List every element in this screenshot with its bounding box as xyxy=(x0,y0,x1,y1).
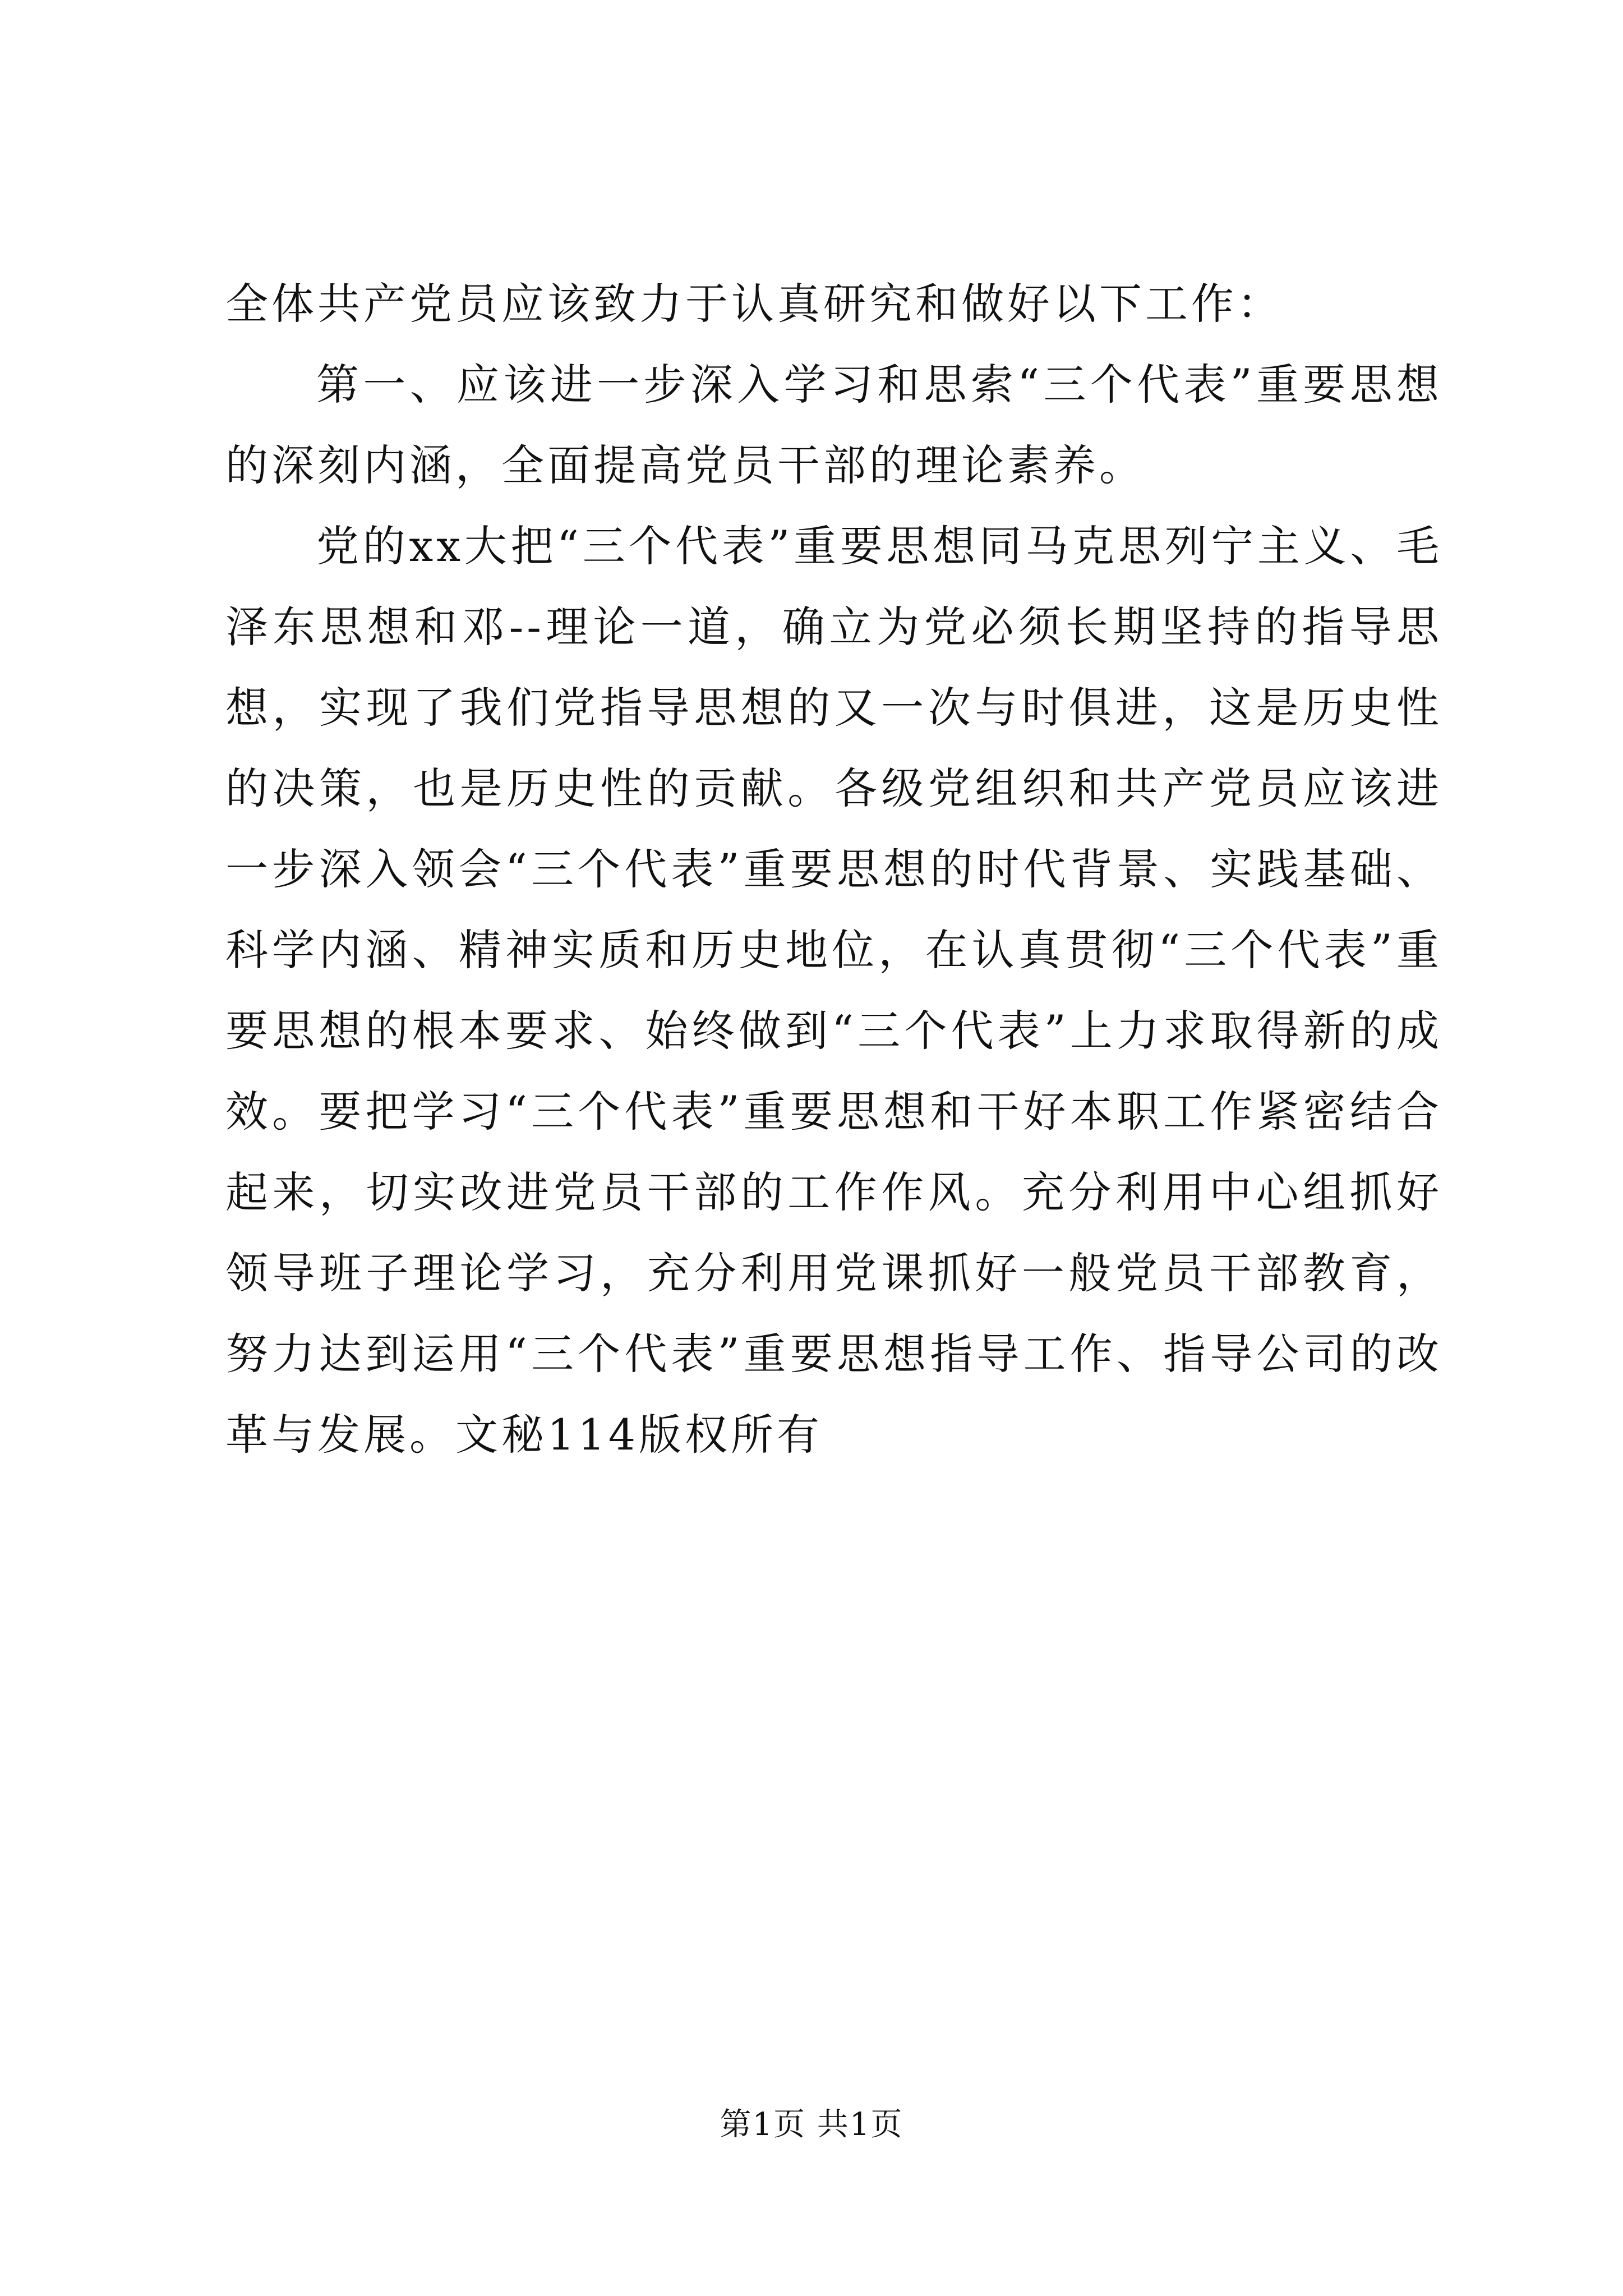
paragraph-point-one: 第一、应该进一步深入学习和思索“三个代表”重要思想的深刻内涵，全面提高党员干部的理论素养。 xyxy=(225,360,1442,490)
paragraph-intro: 全体共产党员应该致力于认真研究和做好以下工作： xyxy=(225,279,1283,329)
page-footer: 第1页 共1页 xyxy=(720,2106,903,2143)
document-body xyxy=(225,264,1442,1475)
paragraph-main: 党的xx大把“三个代表”重要思想同马克思列宁主义、毛泽东思想和邓--理论一道，确立为党必须长期坚持的指导思想，实现了我们党指导思想的又一次与时俱进，这是历史性的决策，也是历史性的贡献。各级党组织和共产党员应该进一步深入领会“三个代表”重要思想的时代背景、实践基础、科学内涵、精神实质和历史地位，在认真贯彻“三个代表”重要思想的根本要求、始终做到“三个代表”上力求取得新的成效。要把学习“三个代表”重要思想和干好本职工作紧密结合起来，切实改进党员干部的工作作风。充分利用中心组抓好领导班子理论学习，充分利用党课抓好一般党员干部教育，努力达到运用“三个代表”重要思想指导工作、指导公司的改革与发展。文秘114版权所有 xyxy=(225,521,1442,1460)
